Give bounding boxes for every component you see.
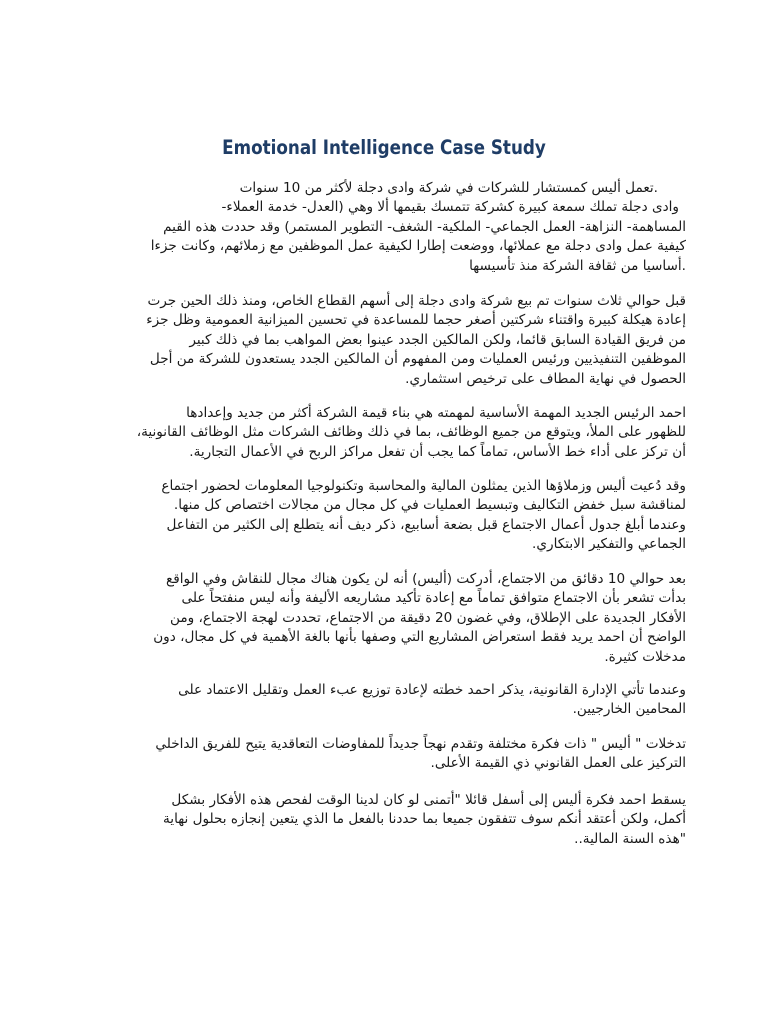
document-title: Emotional Intelligence Case Study — [222, 136, 546, 159]
text-line: للظهور على الملأ، ويتوقع من جميع الوظائف، بما في ذلك وظائف الشركات مثل الوظائف القانونية، — [136, 424, 686, 441]
text-line: أكمل، ولكن أعتقد أنكم سوف تتفقون جميعا بما حددنا بالفعل ما الذي يتعين إنجازه بحلول نهاية — [163, 811, 686, 828]
text-line: وعندما أبلغ جدول أعمال الاجتماع قبل بضعة أسابيع، ذكر ديف أنه يتطلع إلى الكثير من التفاعل — [166, 516, 686, 533]
text-line: .أساسيا من ثقافة الشركة منذ تأسيسها — [469, 257, 686, 274]
paragraph-1 — [151, 179, 686, 276]
text-line: الحصول في نهاية المطاف على ترخيص استثماري. — [405, 370, 686, 387]
text-line: يسقط احمد فكرة أليس إلى أسفل قائلا "أتمنى لو كان لدينا الوقت لفحص هذه الأفكار بشكل — [171, 792, 686, 808]
paragraph-3 — [137, 404, 686, 462]
text-line: احمد الرئيس الجديد المهمة الأساسية لمهمته هي بناء قيمة الشركة أكثر من جديد وإعدادها — [186, 405, 686, 421]
text-line: التركيز على العمل القانوني ذي القيمة الأعلى. — [430, 755, 686, 772]
text-line: المساهمة- النزاهة- العمل الجماعي- الملكية- الشغف- التطوير المستمر) وقد حددت هذه القيم — [163, 218, 686, 235]
paragraph-2 — [146, 292, 686, 389]
text-line: "هذه السنة المالية.. — [574, 830, 686, 847]
text-line: وعندما تأتي الإدارة القانونية، يذكر احمد خطته لإعادة توزيع عبء العمل وتقليل الاعتماد على — [178, 682, 686, 698]
text-line: الجماعي والتفكير الابتكاري. — [532, 536, 686, 553]
paragraph-8 — [163, 791, 686, 849]
text-line: كيفية عمل وادى دجلة مع عملائها، ووضعت إطارا لكيفية عمل الموظفين مع زملائهم، وكانت جزءا — [150, 238, 686, 255]
text-line: إعادة هيكلة كبيرة واقتناء شركتين أصغر حجما للمساعدة في تحسين الميزانية العمومية وظل جزء — [146, 312, 686, 329]
paragraph-7 — [155, 735, 686, 774]
text-line: وادى دجلة تملك سمعة كبيرة كشركة تتمسك بقيمها ألا وهي (العدل- خدمة العملاء- — [221, 199, 679, 216]
text-line: من فريق القيادة السابق قائما، ولكن المالكين الجدد عينوا بعض المواهب بما في ذلك كبير — [189, 331, 686, 348]
text-line: الأفكار الجديدة على الإطلاق، وفي غضون 20 دقيقة من الاجتماع، تحددت لهجة الاجتماع، ومن — [170, 609, 686, 626]
paragraph-6 — [178, 681, 686, 720]
text-line: لمناقشة سبل خفض التكاليف وتبسيط العمليات في كل مجال من مجالات اختصاص كل منها. — [173, 497, 686, 514]
text-line: تدخلات " أليس " ذات فكرة مختلفة وتقدم نهجاً جديداً للمفاوضات التعاقدية يتيح للفريق الداخلي — [155, 736, 686, 752]
text-line: الموظفين التنفيذيين ورئيس العمليات ومن المفهوم أن المالكين الجدد يستعدون للشركة من أجل — [149, 351, 686, 368]
text-line: .تعمل أليس كمستشار للشركات في شركة وادى دجلة لأكثر من 10 سنوات — [239, 180, 658, 196]
text-line: مدخلات كثيرة. — [604, 648, 686, 665]
paragraph-4 — [161, 477, 686, 555]
paragraph-5 — [153, 570, 686, 667]
text-line: المحامين الخارجيين. — [572, 701, 686, 718]
text-line: بدأت تشعر بأن الاجتماع متوافق تماماً مع إعادة تأكيد مشاريعه الأليفة وأنه ليس منفتحاً على — [181, 590, 686, 607]
text-line: وقد دُعيت أليس وزملاؤها الذين يمثلون المالية والمحاسبة وتكنولوجيا المعلومات لحضور اجتماع — [161, 478, 686, 494]
text-line: بعد حوالي 10 دقائق من الاجتماع، أدركت (أليس) أنه لن يكون هناك مجال للنقاش وفي الواقع — [166, 571, 686, 587]
text-line: أن تركز على أداء خط الأساس، تماماً كما يجب أن تفعل مراكز الربح في الأعمال التجارية. — [189, 443, 686, 460]
text-line: قبل حوالي ثلاث سنوات تم بيع شركة وادى دجلة إلى أسهم القطاع الخاص، ومنذ ذلك الحين جرت — [147, 293, 686, 309]
text-line: الواضح أن احمد يريد فقط استعراض المشاريع التي وصفها بأنها بالغة الأهمية في كل مجال، دون — [153, 629, 686, 646]
